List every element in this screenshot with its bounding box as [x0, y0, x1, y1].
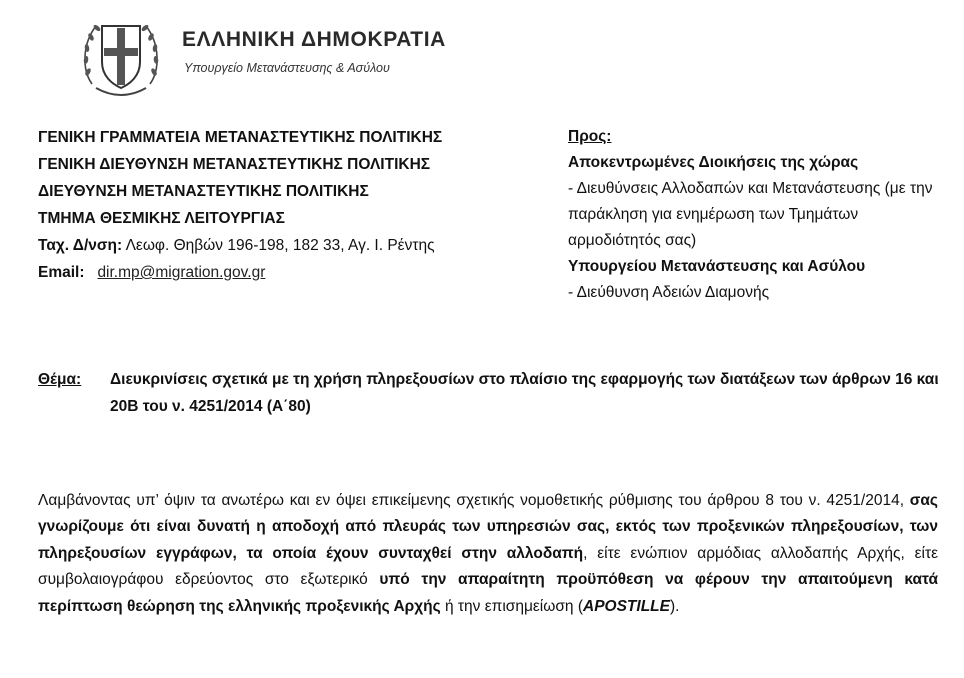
- sender-line: ΓΕΝΙΚΗ ΔΙΕΥΘΥΝΣΗ ΜΕΤΑΝΑΣΤΕΥΤΙΚΗΣ ΠΟΛΙΤΙΚΗΣ: [38, 156, 431, 173]
- sender-block: [38, 124, 558, 286]
- recipients-heading: Προς:: [568, 128, 612, 145]
- header-subtitle: Υπουργείο Μετανάστευσης & Ασύλου: [184, 61, 390, 75]
- body-text-part: Λαμβάνοντας υπ’ όψιν τα ανωτέρω και εν όψει επικείμενης σχετικής νομοθετικής ρύθμισης του άρθρου 8 του ν. 4251/2014,: [38, 492, 910, 509]
- email-row: [38, 259, 558, 286]
- body-text-part: ).: [669, 597, 680, 615]
- body-bold-part: υπό την απαραίτητη προϋπόθεση να φέρουν την απαιτούμενη κατά περίπτωση θεώρηση της ελληνικής προξενικής Αρχής: [38, 571, 938, 615]
- email-label: Email:: [38, 264, 85, 281]
- address-row: [38, 232, 558, 259]
- header-title: ΕΛΛΗΝΙΚΗ ΔΗΜΟΚΡΑΤΙΑ: [182, 28, 446, 51]
- sender-line: ΓΕΝΙΚΗ ΓΡΑΜΜΑΤΕΙΑ ΜΕΤΑΝΑΣΤΕΥΤΙΚΗΣ ΠΟΛΙΤΙΚΗΣ: [38, 129, 443, 146]
- recipient-group-title: Αποκεντρωμένες Διοικήσεις της χώρας: [568, 154, 859, 171]
- body-bold-part: σας γνωρίζουμε ότι είναι δυνατή η αποδοχή από πλευράς των υπηρεσιών σας, εκτός των προξενικών πληρεξουσίων, των πληρεξουσίων εγγράφων, τα οποία έχουν συνταχθεί στην αλλοδαπή: [38, 492, 938, 562]
- greek-coat-of-arms-icon: [78, 12, 164, 100]
- sender-line: ΤΜΗΜΑ ΘΕΣΜΙΚΗΣ ΛΕΙΤΟΥΡΓΙΑΣ: [38, 210, 285, 227]
- body-paragraph: [38, 488, 938, 620]
- body-italic-part: APOSTILLE: [583, 597, 670, 615]
- subject-text: Διευκρινίσεις σχετικά με τη χρήση πληρεξουσίων στο πλαίσιο της εφαρμογής των διατάξεων των άρθρων 16 και 20Β του ν. 4251/2014 (Α΄80): [110, 371, 939, 415]
- subject-label: Θέμα:: [38, 371, 82, 388]
- recipient-item: - Διευθύνσεις Αλλοδαπών και Μετανάστευσης (με την παράκληση για ενημέρωση των Τμημάτων αρμοδιότητός σας): [568, 180, 933, 249]
- body-text-part: ή την επισημείωση (: [440, 597, 583, 615]
- recipient-group-title: Υπουργείου Μετανάστευσης και Ασύλου: [568, 258, 866, 275]
- sender-line: ΔΙΕΥΘΥΝΣΗ ΜΕΤΑΝΑΣΤΕΥΤΙΚΗΣ ΠΟΛΙΤΙΚΗΣ: [38, 183, 369, 200]
- recipients-block: [568, 124, 948, 306]
- email-link[interactable]: dir.mp@migration.gov.gr: [97, 264, 266, 281]
- recipient-item: - Διεύθυνση Αδειών Διαμονής: [568, 284, 770, 301]
- address-value: Λεωφ. Θηβών 196-198, 182 33, Αγ. Ι. Ρέντης: [125, 237, 435, 254]
- body-text-part: , είτε ενώπιον αρμόδιας αλλοδαπής Αρχής, είτε συμβολαιογράφου εδρεύοντος στο εξωτερικό: [38, 544, 938, 589]
- address-label: Ταχ. Δ/νση:: [38, 237, 123, 254]
